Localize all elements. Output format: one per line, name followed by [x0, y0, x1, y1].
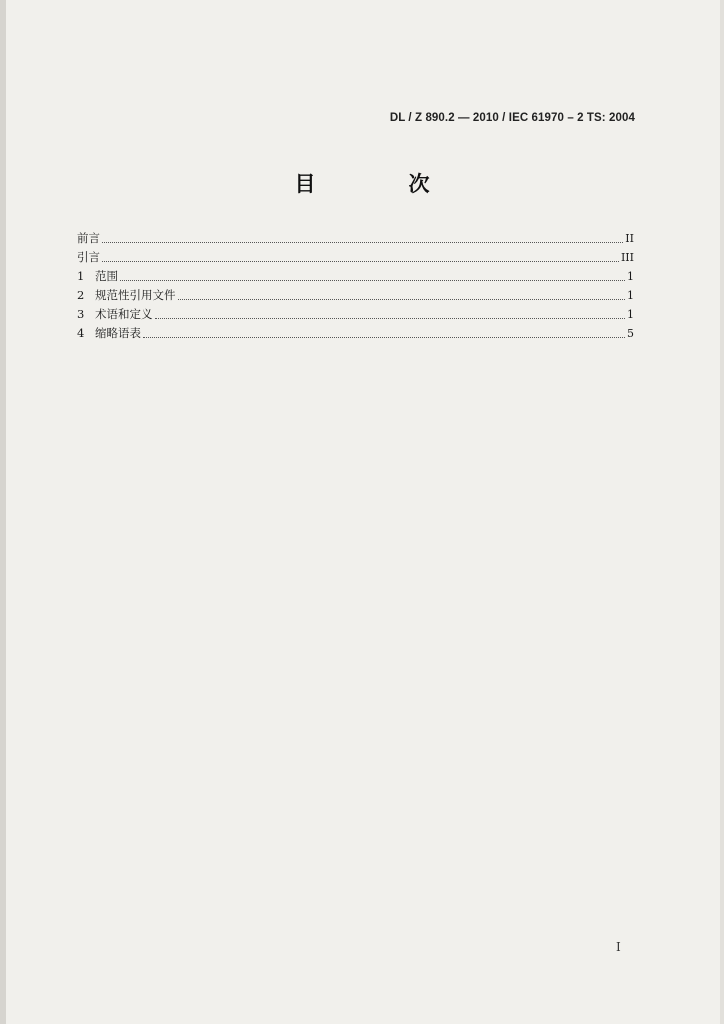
toc-entry-page: II	[625, 232, 634, 245]
toc-entry-normative-references[interactable]	[77, 286, 634, 305]
toc-entry-label: 前言	[77, 231, 100, 245]
toc-entry-page: III	[620, 251, 634, 264]
standard-code-header: DL / Z 890.2 — 2010 / IEC 61970 – 2 TS: 2004	[389, 112, 635, 124]
toc-leader-dots	[120, 279, 625, 281]
toc-leader-dots	[102, 260, 619, 262]
toc-entry-scope[interactable]	[77, 267, 634, 286]
page-number: I	[616, 940, 621, 954]
table-of-contents	[77, 229, 634, 343]
toc-leader-dots	[102, 241, 623, 243]
toc-entry-abbreviations[interactable]	[77, 324, 634, 343]
scan-left-edge	[0, 0, 6, 1024]
toc-entry-page: 1	[627, 289, 634, 302]
toc-entry-introduction[interactable]	[77, 248, 634, 267]
scan-right-edge	[720, 0, 724, 1024]
toc-entry-label: 4 缩略语表	[77, 324, 141, 343]
toc-entry-page: 1	[627, 270, 634, 283]
toc-entry-label: 1 范围	[77, 267, 118, 286]
toc-entry-page: 1	[627, 308, 634, 321]
toc-leader-dots	[178, 298, 626, 300]
toc-entry-label: 2 规范性引用文件	[77, 286, 176, 305]
toc-entry-number: 2	[77, 288, 85, 302]
toc-entry-label: 3 术语和定义	[77, 305, 153, 324]
toc-entry-label: 引言	[77, 250, 100, 264]
toc-entry-number: 3	[77, 307, 85, 321]
toc-entry-foreword[interactable]	[77, 229, 634, 248]
toc-entry-number: 1	[77, 269, 85, 283]
toc-entry-page: 5	[627, 327, 634, 340]
toc-entry-number: 4	[77, 326, 85, 340]
toc-leader-dots	[155, 317, 626, 319]
toc-leader-dots	[143, 336, 625, 338]
toc-entry-terms-definitions[interactable]	[77, 305, 634, 324]
toc-title: 目 次	[294, 171, 466, 196]
